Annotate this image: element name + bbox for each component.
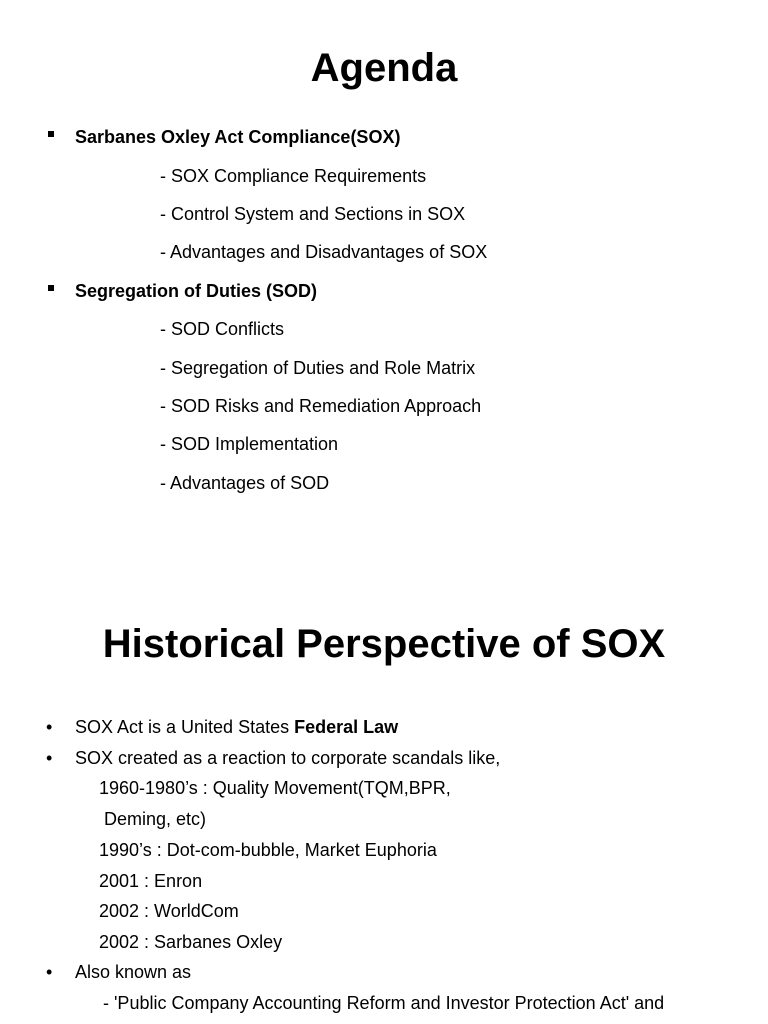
- bullet-also-known: Also known as: [75, 962, 192, 982]
- timeline-item: 2002 : Sarbanes Oxley: [99, 932, 283, 952]
- agenda-item: - Segregation of Duties and Role Matrix: [160, 358, 476, 378]
- section-heading-sod: Segregation of Duties (SOD): [75, 281, 318, 301]
- timeline-item: 2002 : WorldCom: [99, 901, 239, 921]
- timeline-item: 1990’s : Dot-com-bubble, Market Euphoria: [99, 840, 437, 860]
- agenda-item: - Advantages of SOD: [160, 473, 330, 493]
- dot-bullet-icon: •: [46, 962, 53, 982]
- timeline-item: 2001 : Enron: [99, 871, 203, 891]
- bullet-text: SOX Act is a United States: [75, 717, 295, 737]
- agenda-title: Agenda: [310, 46, 458, 90]
- agenda-item: - SOD Conflicts: [160, 319, 285, 339]
- agenda-item: - SOX Compliance Requirements: [160, 166, 427, 186]
- square-bullet-icon: [48, 285, 54, 291]
- agenda-item: - Advantages and Disadvantages of SOX: [160, 242, 488, 262]
- dot-bullet-icon: •: [46, 748, 53, 768]
- history-slide: [0, 600, 768, 1024]
- agenda-item: - SOD Risks and Remediation Approach: [160, 396, 482, 416]
- agenda-item: - SOD Implementation: [160, 434, 339, 454]
- bullet-scandals: SOX created as a reaction to corporate scandals like,: [75, 748, 501, 768]
- federal-law-text: Federal Law: [294, 717, 399, 737]
- bullet-federal-law: [75, 716, 398, 738]
- section-heading-sox: Sarbanes Oxley Act Compliance(SOX): [75, 127, 401, 147]
- timeline-item: Deming, etc): [99, 809, 207, 829]
- history-title: Historical Perspective of SOX: [102, 622, 666, 666]
- dot-bullet-icon: •: [46, 717, 53, 737]
- aka-text: - 'Public Company Accounting Reform and Investor Protection Act' and: [103, 993, 665, 1013]
- agenda-item: - Control System and Sections in SOX: [160, 204, 466, 224]
- timeline-item: 1960-1980’s : Quality Movement(TQM,BPR,: [99, 778, 451, 798]
- square-bullet-icon: [48, 131, 54, 137]
